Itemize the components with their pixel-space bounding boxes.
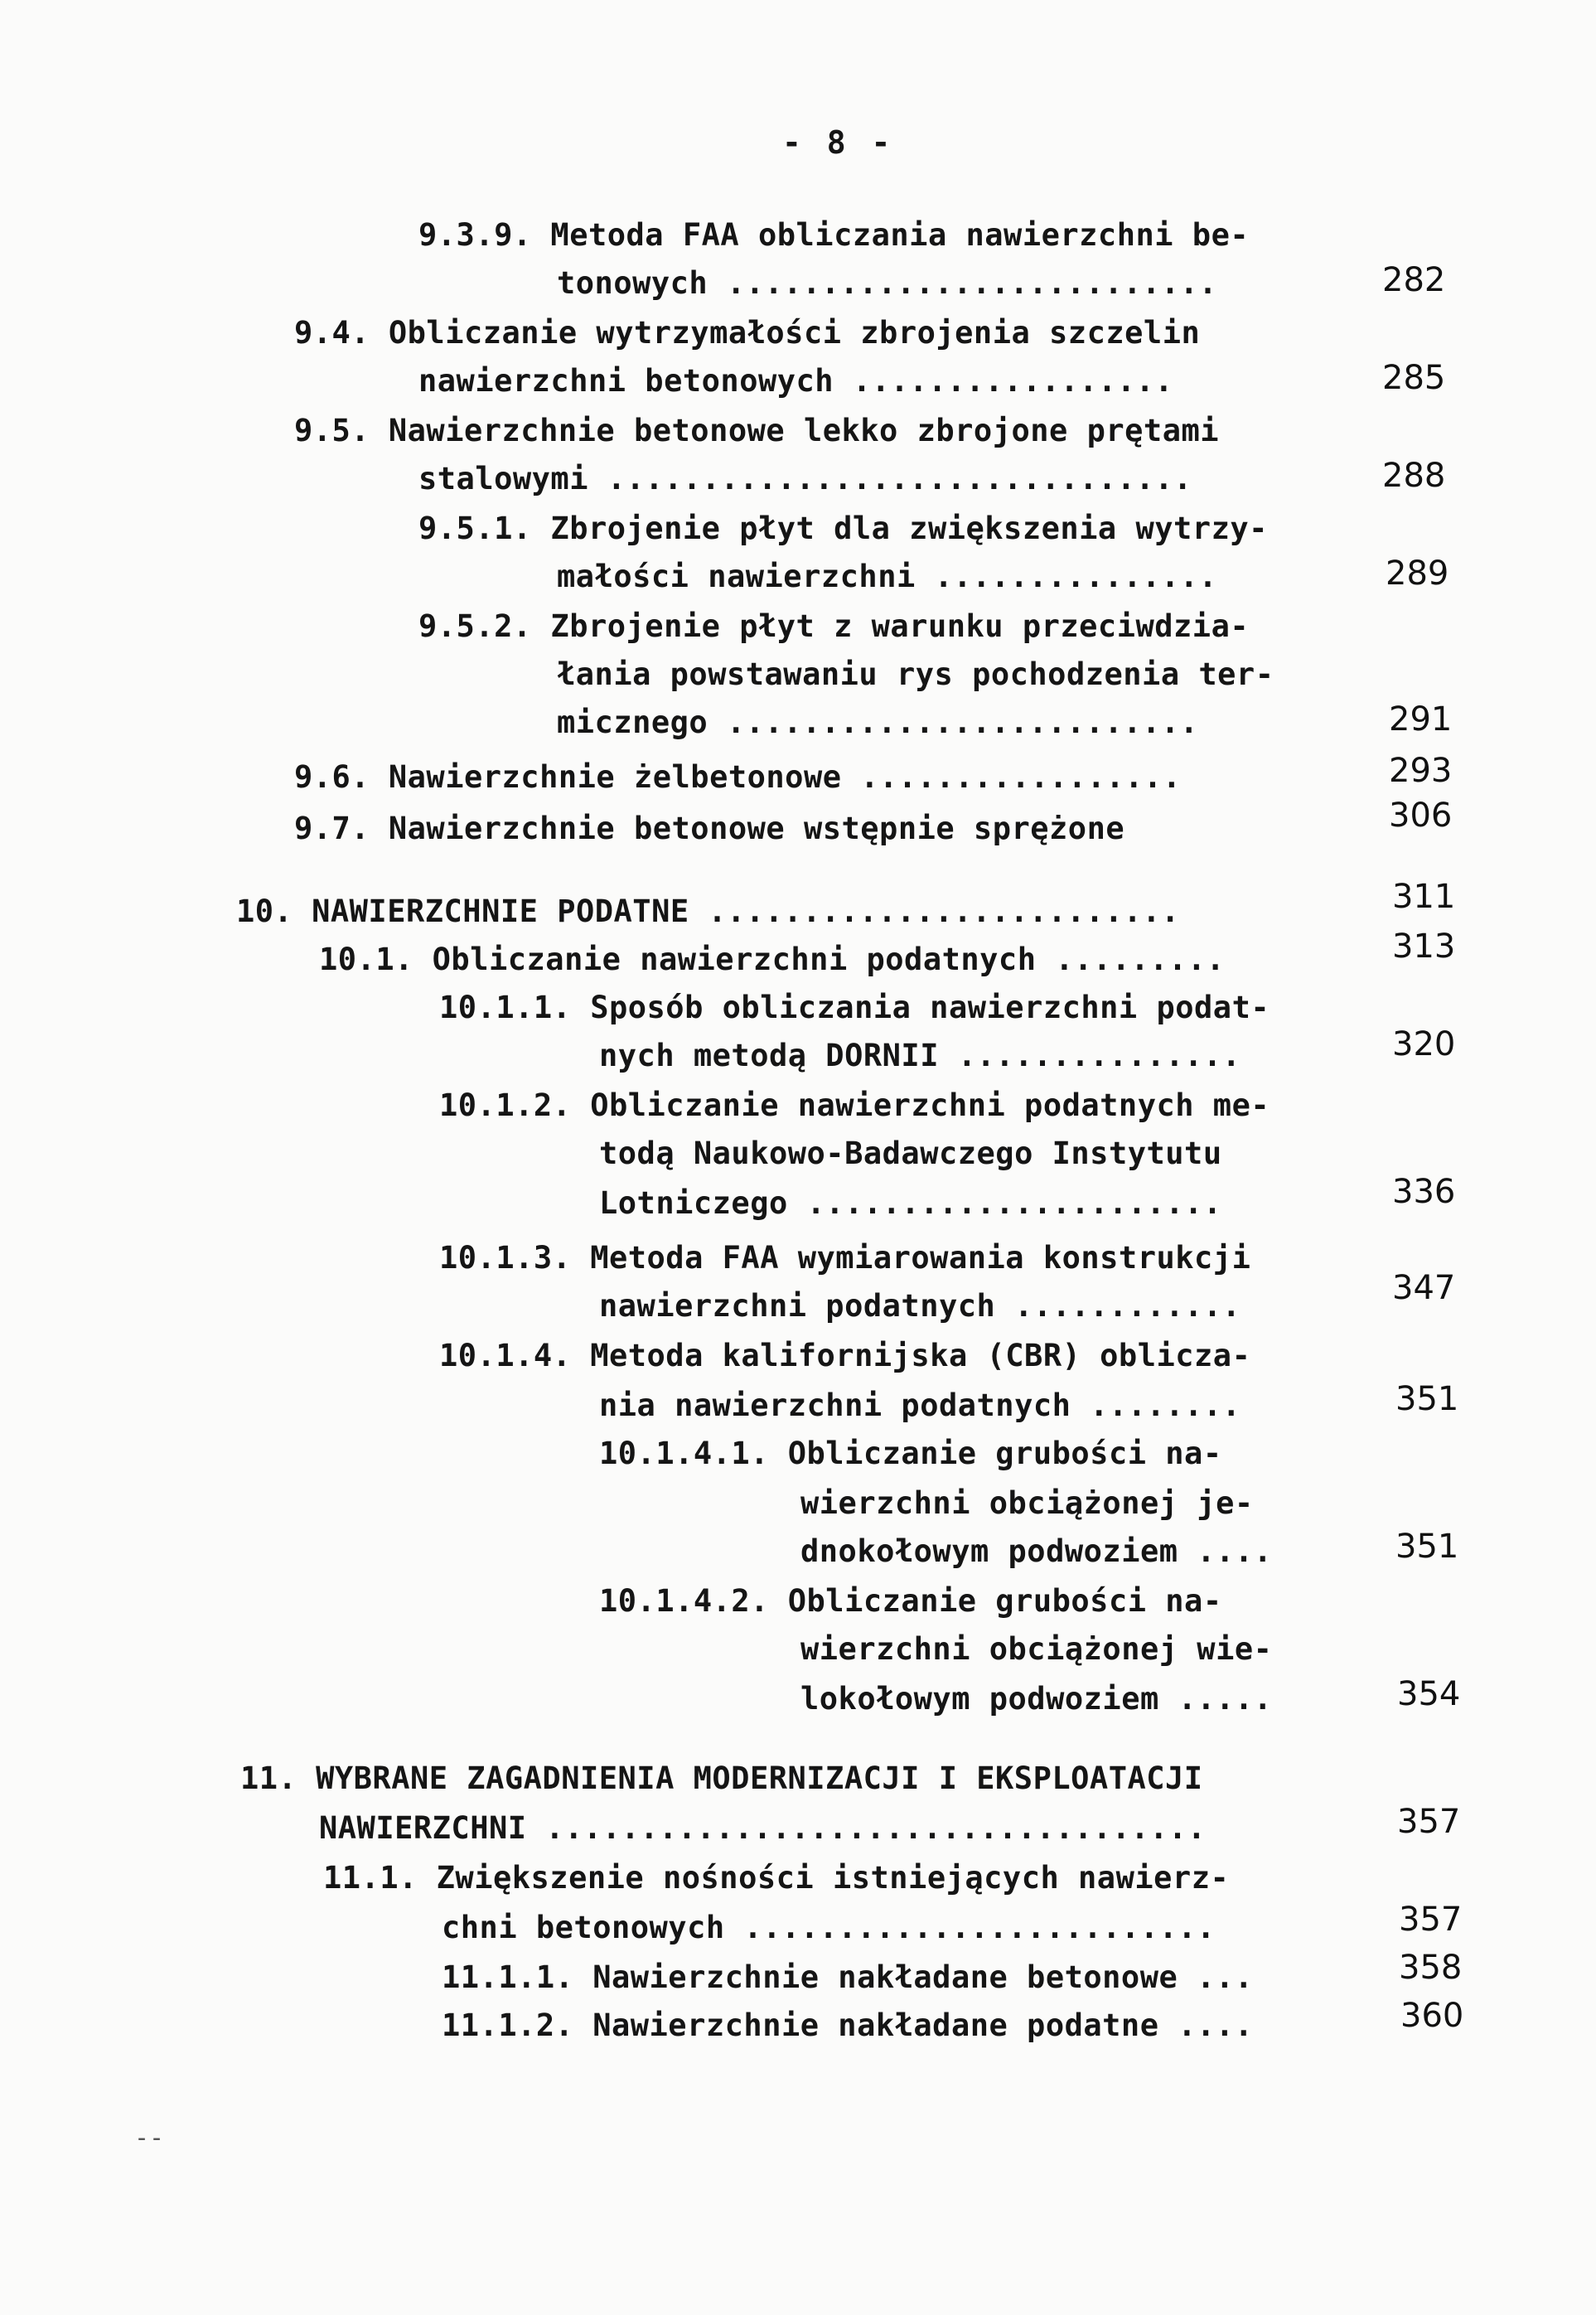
toc-entry-10-page: 311 xyxy=(1392,878,1456,916)
toc-entry-10-1-4-line-1: 10.1.4. Metoda kalifornijska (CBR) oblicza- xyxy=(439,1338,1251,1373)
toc-entry-10-1-2-line-1: 10.1.2. Obliczanie nawierzchni podatnych me- xyxy=(439,1087,1270,1123)
toc-entry-9-5-2-line-1: 9.5.2. Zbrojenie płyt z warunku przeciwdzia- xyxy=(418,608,1250,644)
toc-entry-10-line-1: 10. NAWIERZCHNIE PODATNE ......................... xyxy=(236,894,1180,929)
toc-entry-11-line-1: 11. WYBRANE ZAGADNIENIA MODERNIZACJI I EKSPLOATACJI xyxy=(240,1760,1203,1796)
toc-entry-9-4-line-2: nawierzchni betonowych ................. xyxy=(418,363,1174,399)
toc-entry-9-5-2-line-2: łania powstawaniu rys pochodzenia ter- xyxy=(557,656,1274,692)
toc-entry-9-3-9-page: 282 xyxy=(1382,261,1446,299)
toc-entry-10-1-2-line-3: Lotniczego ...................... xyxy=(599,1185,1222,1221)
toc-entry-9-7-line-1: 9.7. Nawierzchnie betonowe wstępnie sprężone xyxy=(294,811,1125,846)
toc-entry-11-page: 357 xyxy=(1397,1803,1461,1841)
toc-entry-9-5-line-1: 9.5. Nawierzchnie betonowe lekko zbrojone prętami xyxy=(294,413,1220,448)
toc-entry-9-5-1-line-1: 9.5.1. Zbrojenie płyt dla zwiększenia wytrzy- xyxy=(418,511,1268,546)
toc-entry-10-1-page: 313 xyxy=(1392,927,1456,966)
toc-entry-10-1-4-1-line-1: 10.1.4.1. Obliczanie grubości na- xyxy=(599,1436,1222,1471)
toc-entry-9-4-page: 285 xyxy=(1382,359,1446,397)
toc-entry-10-1-2-page: 336 xyxy=(1392,1173,1456,1211)
toc-entry-11-line-2: NAWIERZCHNI ................................... xyxy=(319,1810,1207,1846)
toc-entry-10-1-4-2-line-3: lokołowym podwoziem ..... xyxy=(800,1681,1273,1717)
toc-entry-10-1-1-page: 320 xyxy=(1392,1025,1456,1063)
toc-entry-10-1-3-line-1: 10.1.3. Metoda FAA wymiarowania konstrukcji xyxy=(439,1240,1251,1276)
toc-entry-9-3-9-line-2: tonowych .......................... xyxy=(557,265,1218,301)
toc-entry-9-6-line-1: 9.6. Nawierzchnie żelbetonowe ................. xyxy=(294,759,1182,795)
toc-entry-10-1-3-line-2: nawierzchni podatnych ............ xyxy=(599,1288,1241,1324)
toc-entry-11-1-1-page: 358 xyxy=(1399,1949,1463,1987)
toc-entry-10-1-4-1-line-2: wierzchni obciążonej je- xyxy=(800,1485,1254,1521)
toc-entry-11-1-page: 357 xyxy=(1399,1901,1463,1939)
toc-entry-11-1-line-1: 11.1. Zwiększenie nośności istniejących nawierz- xyxy=(323,1860,1230,1896)
toc-entry-9-5-2-line-3: micznego ......................... xyxy=(557,705,1199,740)
toc-entry-9-7-page: 306 xyxy=(1389,797,1453,835)
toc-entry-9-6-page: 293 xyxy=(1389,752,1453,790)
toc-entry-9-5-1-line-2: małości nawierzchni ............... xyxy=(557,559,1218,594)
toc-entry-9-3-9-line-1: 9.3.9. Metoda FAA obliczania nawierzchni be- xyxy=(418,217,1250,253)
toc-entry-10-1-4-1-line-3: dnokołowym podwoziem .... xyxy=(800,1533,1273,1569)
toc-entry-10-1-2-line-2: todą Naukowo-Badawczego Instytutu xyxy=(599,1136,1222,1171)
toc-entry-10-1-1-line-1: 10.1.1. Sposób obliczania nawierzchni podat- xyxy=(439,990,1270,1025)
toc-entry-11-1-1-line-1: 11.1.1. Nawierzchnie nakładane betonowe ... xyxy=(442,1959,1254,1995)
toc-entry-11-1-2-line-1: 11.1.2. Nawierzchnie nakładane podatne .... xyxy=(442,2007,1254,2043)
toc-entry-9-5-2-page: 291 xyxy=(1389,700,1453,739)
toc-entry-9-5-line-2: stalowymi ............................... xyxy=(418,461,1192,496)
toc-entry-10-1-3-page: 347 xyxy=(1392,1269,1456,1307)
toc-entry-10-1-4-1-page: 351 xyxy=(1395,1528,1459,1566)
footer-mark: -- xyxy=(134,2124,165,2153)
toc-entry-10-1-4-line-2: nia nawierzchni podatnych ........ xyxy=(599,1388,1241,1423)
toc-entry-11-1-line-2: chni betonowych ......................... xyxy=(442,1910,1216,1945)
toc-entry-9-5-page: 288 xyxy=(1382,457,1446,495)
toc-entry-10-1-4-page: 351 xyxy=(1395,1380,1459,1418)
toc-entry-10-1-4-2-line-2: wierzchni obciążonej wie- xyxy=(800,1631,1273,1667)
toc-entry-10-1-line-1: 10.1. Obliczanie nawierzchni podatnych ......... xyxy=(319,942,1226,977)
toc-entry-10-1-4-2-page: 354 xyxy=(1397,1675,1461,1713)
toc-entry-10-1-1-line-2: nych metodą DORNII ............... xyxy=(599,1038,1241,1073)
toc-entry-11-1-2-page: 360 xyxy=(1400,1997,1464,2035)
toc-entry-9-5-1-page: 289 xyxy=(1386,555,1449,593)
toc-entry-9-4-line-1: 9.4. Obliczanie wytrzymałości zbrojenia szczelin xyxy=(294,315,1201,351)
page-number: - 8 - xyxy=(782,124,894,161)
toc-entry-10-1-4-2-line-1: 10.1.4.2. Obliczanie grubości na- xyxy=(599,1583,1222,1619)
